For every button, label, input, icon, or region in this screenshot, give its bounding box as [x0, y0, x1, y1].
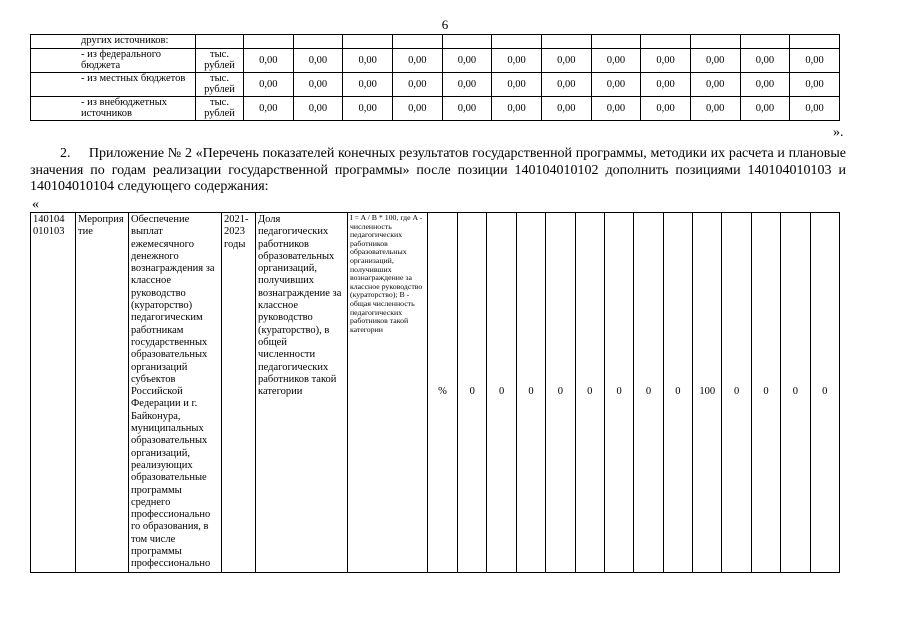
value-cell: 0,00 [492, 49, 542, 73]
value-cell: 0,00 [641, 73, 691, 97]
value-cell: 0,00 [591, 73, 641, 97]
value-cell: 0,00 [790, 49, 840, 73]
value-cell: 100 [693, 213, 722, 573]
value-cell: 0 [546, 213, 575, 573]
amendment-paragraph [30, 146, 846, 196]
value-cell: 0 [722, 213, 751, 573]
value-cell: 0 [575, 213, 604, 573]
value-cell: 0 [458, 213, 487, 573]
value-cell: 0,00 [392, 73, 442, 97]
value-cell: 0 [663, 213, 692, 573]
value-cell: 0,00 [740, 49, 790, 73]
position-code: 140104 010103 [31, 213, 76, 573]
value-cell: 0 [751, 213, 780, 573]
value-cell: 0,00 [690, 97, 740, 121]
row-label: - из федерального бюджета [31, 49, 196, 73]
table-row [31, 97, 840, 121]
calculation-method: I = A / B * 100, где A - численность педагогических работников образовательных организаций, получивших вознаграждение за классное руководство (кураторство); B - общая численность педагогических работников такой категории [348, 213, 428, 573]
row-label: других источников: [31, 35, 196, 49]
value-cell: 0,00 [293, 73, 343, 97]
value-cell: 0,00 [293, 49, 343, 73]
value-cell: 0,00 [343, 97, 393, 121]
indicators-table [30, 212, 840, 573]
table-row [31, 213, 840, 573]
paragraph-number: 2. [60, 146, 71, 161]
value-cell: 0,00 [244, 73, 294, 97]
value-cell: 0,00 [790, 73, 840, 97]
unit-cell: тыс. рублей [196, 49, 244, 73]
value-cell: 0,00 [244, 49, 294, 73]
value-cell: 0 [516, 213, 545, 573]
page-number: 6 [441, 17, 449, 32]
opening-quote: « [32, 197, 39, 212]
value-cell: 0 [781, 213, 810, 573]
value-cell: 0,00 [591, 49, 641, 73]
financing-table [30, 34, 840, 121]
value-cell: 0,00 [641, 49, 691, 73]
row-label: - из местных бюджетов [31, 73, 196, 97]
value-cell: 0,00 [244, 97, 294, 121]
value-cell: 0,00 [541, 97, 591, 121]
value-cell: 0,00 [442, 73, 492, 97]
value-cell: 0 [634, 213, 663, 573]
table-row [31, 73, 840, 97]
value-cell: 0,00 [790, 97, 840, 121]
value-cell: 0,00 [442, 49, 492, 73]
position-period: 2021-2023 годы [222, 213, 256, 573]
value-cell: 0,00 [392, 49, 442, 73]
value-cell: 0,00 [690, 49, 740, 73]
unit-cell: тыс. рублей [196, 73, 244, 97]
value-cell: 0 [810, 213, 840, 573]
value-cell: 0,00 [492, 97, 542, 121]
value-cell: 0,00 [591, 97, 641, 121]
row-label: - из внебюджетных источников [31, 97, 196, 121]
table-row [31, 35, 840, 49]
table-row [31, 49, 840, 73]
value-cell: 0 [604, 213, 633, 573]
unit-cell: тыс. рублей [196, 97, 244, 121]
value-cell: 0,00 [740, 97, 790, 121]
position-type: Мероприя тие [76, 213, 129, 573]
unit-cell: % [428, 213, 458, 573]
value-cell: 0,00 [541, 49, 591, 73]
value-cell: 0,00 [442, 97, 492, 121]
value-cell: 0,00 [392, 97, 442, 121]
value-cell: 0,00 [492, 73, 542, 97]
indicator-name: Доля педагогических работников образовательных организаций, получивших вознаграждение за классное руководство (кураторство), в общей численности педагогических работников такой категории [256, 213, 348, 573]
position-description: Обеспечение выплат ежемесячного денежного вознаграждения за классное руководство (кураторство) педагогическим работникам государственных образовательных организаций субъектов Российской Федерации и г. Байконура, муниципальных образовательных организаций, реализующих образовательные программы среднего профессионально го образования, в том числе программы профессионально [129, 213, 222, 573]
value-cell: 0 [487, 213, 516, 573]
value-cell: 0,00 [343, 73, 393, 97]
value-cell: 0,00 [740, 73, 790, 97]
value-cell: 0,00 [641, 97, 691, 121]
value-cell: 0,00 [343, 49, 393, 73]
value-cell: 0,00 [293, 97, 343, 121]
value-cell: 0,00 [690, 73, 740, 97]
paragraph-text: Приложение № 2 «Перечень показателей конечных результатов государственной программы, методики их расчета и плановые значения по годам реализации государственной программы» после позиции 140104010102 дополнить позициями 140104010103 и 140104010104 следующего содержания: [30, 146, 847, 194]
closing-quote: ». [833, 125, 844, 140]
value-cell: 0,00 [541, 73, 591, 97]
